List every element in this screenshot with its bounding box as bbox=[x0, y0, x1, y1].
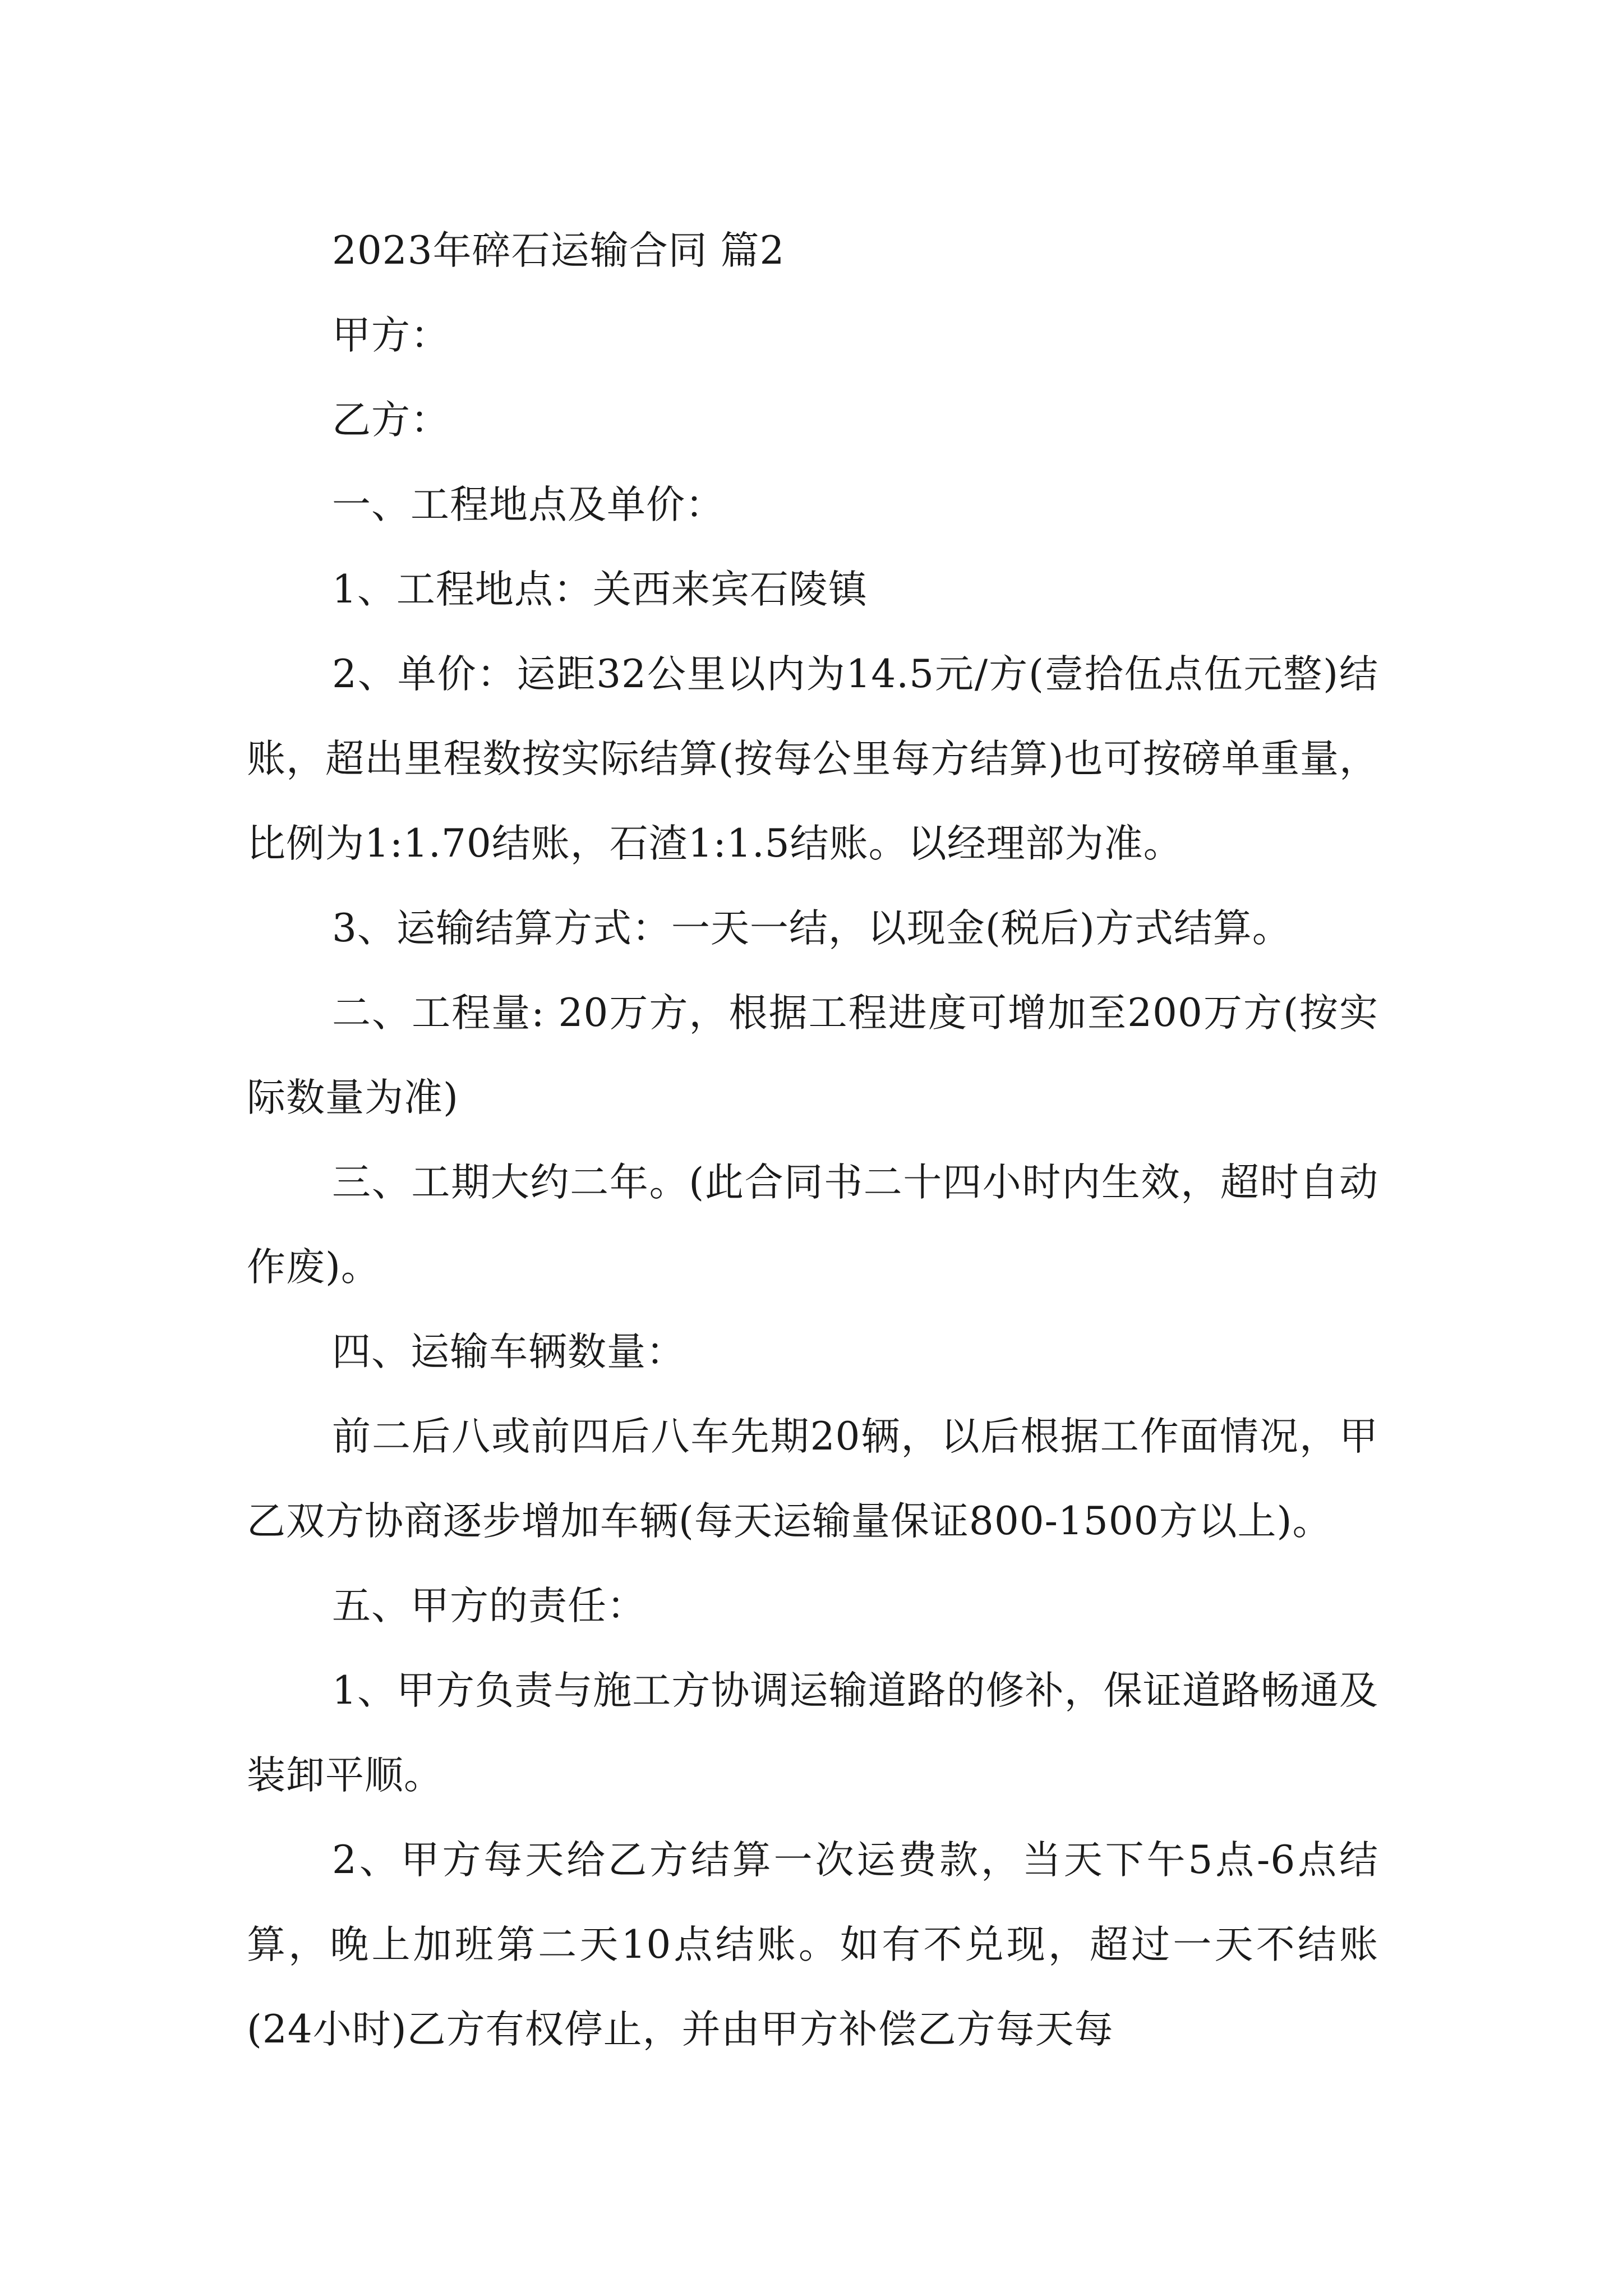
paragraph-unit-price: 2、单价：运距32公里以内为14.5元/方(壹拾伍点伍元整)结账，超出里程数按实际结算(按每公里每方结算)也可按磅单重量，比例为1:1.70结账，石渣1:1.5结账。以经理部为准。 bbox=[247, 652, 1378, 866]
section-heading-2: 二、工程量: 20万方，根据工程进度可增加至200万方(按实际数量为准) bbox=[247, 991, 1378, 1120]
section-heading-5: 五、甲方的责任： bbox=[332, 1584, 646, 1628]
paragraph-party-a-duty-2: 2、甲方每天给乙方结算一次运费款，当天下午5点-6点结算，晚上加班第二天10点结账。如有不兑现，超过一天不结账(24小时)乙方有权停止，并由甲方补偿乙方每天每 bbox=[247, 1838, 1378, 2052]
section-heading-4: 四、运输车辆数量： bbox=[332, 1329, 685, 1374]
paragraph-party-a-duty-1: 1、甲方负责与施工方协调运输道路的修补，保证道路畅通及装卸平顺。 bbox=[247, 1668, 1378, 1798]
section-heading-1: 一、工程地点及单价： bbox=[332, 482, 725, 527]
section-heading-3: 三、工期大约二年。(此合同书二十四小时内生效，超时自动作废)。 bbox=[247, 1160, 1378, 1290]
paragraph-vehicles: 前二后八或前四后八车先期20辆，以后根据工作面情况，甲乙双方协商逐步增加车辆(每天运输量保证800-1500方以上)。 bbox=[247, 1414, 1378, 1544]
paragraph-location: 1、工程地点：关西来宾石陵镇 bbox=[332, 567, 868, 612]
paragraph-settlement: 3、运输结算方式：一天一结，以现金(税后)方式结算。 bbox=[332, 906, 1292, 951]
document-body bbox=[247, 209, 1378, 2072]
party-b-line: 乙方： bbox=[332, 398, 450, 443]
party-a-line: 甲方： bbox=[332, 313, 450, 358]
document-title: 2023年碎石运输合同 篇2 bbox=[332, 228, 785, 273]
